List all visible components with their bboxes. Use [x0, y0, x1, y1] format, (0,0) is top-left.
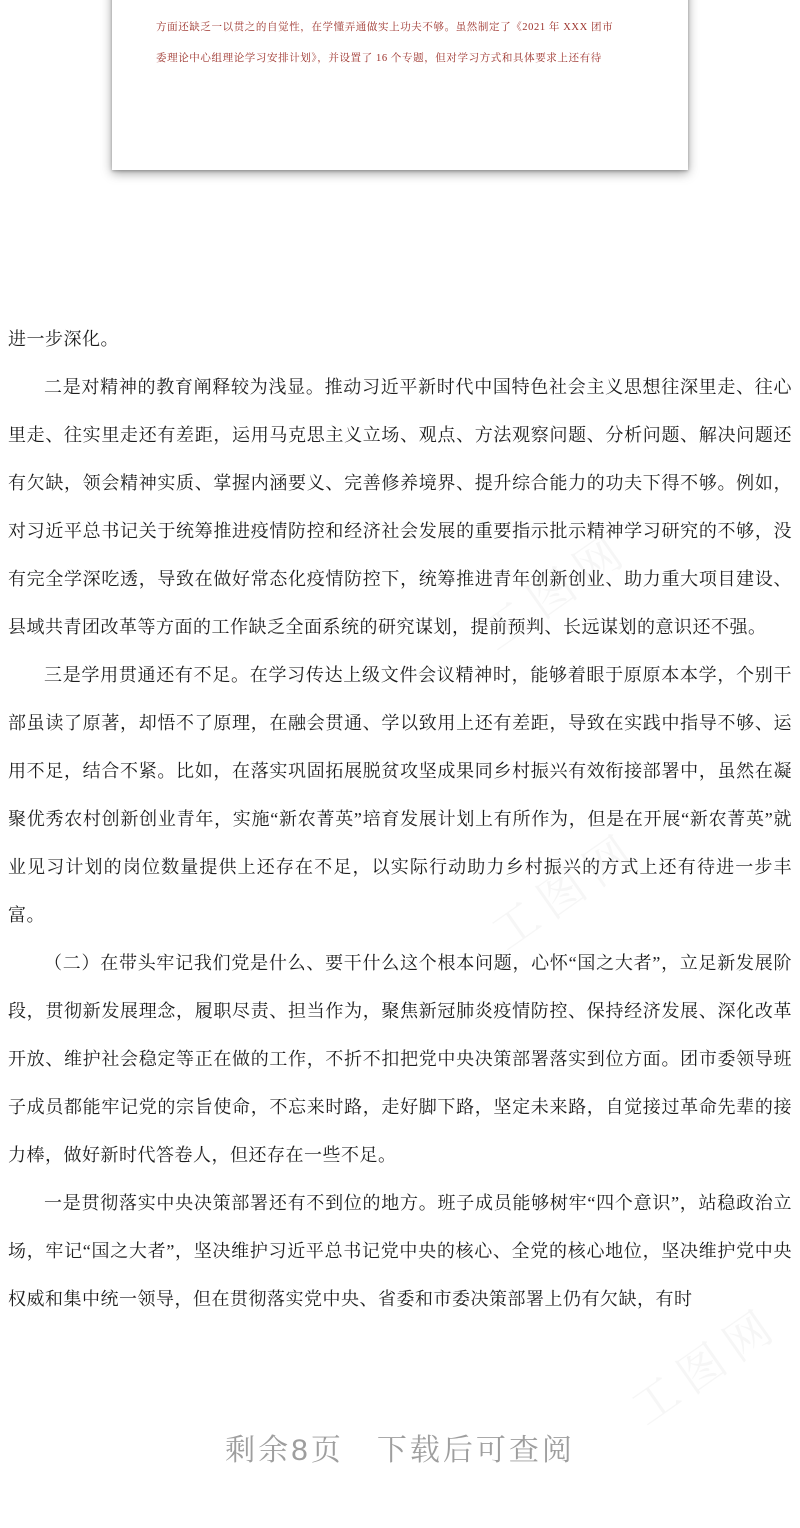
watermark: 工图网: [471, 520, 640, 660]
watermark: 工图网: [481, 820, 650, 960]
preview-text-line-1: 方面还缺乏一以贯之的自觉性，在学懂弄通做实上功夫不够。虽然制定了《2021 年 XXX 团市: [156, 22, 614, 33]
preview-text-line-2: 委理论中心组理论学习安排计划》，并设置了 16 个专题，但对学习方式和具体要求上还有待: [156, 53, 602, 64]
remaining-pages-text: 剩余8页 下载后可查阅: [225, 1434, 575, 1467]
paragraph: （二）在带头牢记我们党是什么、要干什么这个根本问题，心怀“国之大者”，立足新发展阶段，贯彻新发展理念，履职尽责、担当作为，聚焦新冠肺炎疫情防控、保持经济发展、深化改革开放、维护社会稳定等正在做的工作，不折不扣把党中央决策部署落实到位方面。团市委领导班子成员都能牢记党的宗旨使命，不忘来时路，走好脚下路，坚定未来路，自觉接过革命先辈的接力棒，做好新时代答卷人，但还存在一些不足。: [8, 953, 792, 1165]
watermark: 工图网: [621, 1295, 790, 1435]
paragraph: 二是对精神的教育阐释较为浅显。推动习近平新时代中国特色社会主义思想往深里走、往心里走、往实里走还有差距，运用马克思主义立场、观点、方法观察问题、分析问题、解决问题还有欠缺，领会精神实质、掌握内涵要义、完善修养境界、提升综合能力的功夫下得不够。例如，对习近平总书记关于统筹推进疫情防控和经济社会发展的重要指示批示精神学习研究的不够，没有完全学深吃透，导致在做好常态化疫情防控下，统筹推进青年创新创业、助力重大项目建设、县域共青团改革等方面的工作缺乏全面系统的研究谋划，提前预判、长远谋划的意识还不强。: [8, 377, 792, 637]
remaining-pages-notice: [0, 1425, 800, 1469]
page-thumbnail[interactable]: [112, 0, 688, 170]
paragraph: 三是学用贯通还有不足。在学习传达上级文件会议精神时，能够着眼于原原本本学，个别干部虽读了原著，却悟不了原理，在融会贯通、学以致用上还有差距，导致在实践中指导不够、运用不足，结合不紧。比如，在落实巩固拓展脱贫攻坚成果同乡村振兴有效衔接部署中，虽然在凝聚优秀农村创新创业青年，实施“新农菁英”培育发展计划上有所作为，但是在开展“新农菁英”就业见习计划的岗位数量提供上还存在不足，以实际行动助力乡村振兴的方式上还有待进一步丰富。: [8, 665, 792, 925]
paragraph-continuation: 进一步深化。: [8, 329, 119, 349]
document-body: [8, 315, 792, 1323]
paragraph: 一是贯彻落实中央决策部署还有不到位的地方。班子成员能够树牢“四个意识”，站稳政治立场，牢记“国之大者”，坚决维护习近平总书记党中央的核心、全党的核心地位，坚决维护党中央权威和集中统一领导，但在贯彻落实党中央、省委和市委决策部署上仍有欠缺，有时: [8, 1193, 792, 1309]
